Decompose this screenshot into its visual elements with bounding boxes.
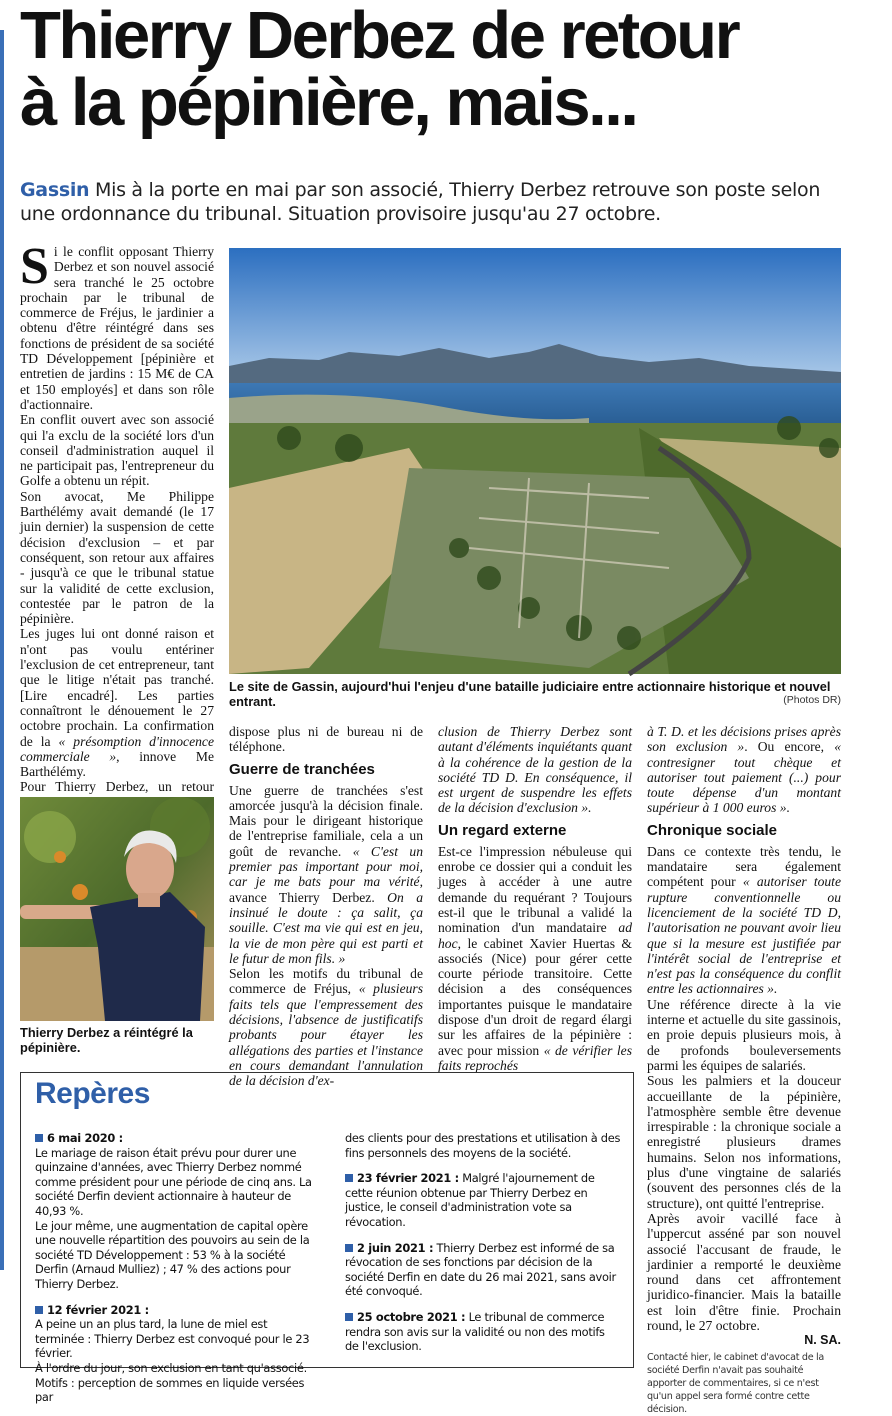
- paragraph: Une référence directe à la vie interne et actuelle du site gassinois, en proie depuis plusieurs mois, à de profonds bouleversements parmi les équipes de salariés.: [647, 996, 841, 1073]
- quote: « C'est un premier pas important pour moi, car je me bats pour ma vérité: [229, 843, 423, 890]
- entry-date: 25 octobre 2021 :: [357, 1309, 466, 1324]
- paragraph-text: , le cabinet Xavier Huertas & associés (Nice) pour gérer cette courte période transitoire. Cette décision a des conséquences importantes puisque le mandataire dispose d'un droit de regard élargi sur les affaires de la pépinière : avec pour mission: [438, 935, 632, 1058]
- paragraph-text: Dans ce contexte très tendu, le mandataire sera également compétent pour: [647, 843, 841, 890]
- entry-text: des clients pour des prestations et utilisation à des fins personnels des moyens de la société.: [345, 1131, 621, 1160]
- timeline-entry: [345, 1171, 621, 1229]
- article-column-3: [438, 724, 632, 1073]
- paragraph-text: , innove Me Barthélémy.: [20, 748, 214, 780]
- reperes-box: [20, 1072, 634, 1405]
- entry-text: À l'ordre du jour, son exclusion en tant qu'associé. Motifs : perception de sommes en liquide versées par: [35, 1360, 307, 1405]
- paragraph: Après avoir vacillé face à l'uppercut asséné par son nouvel associé l'accusant de fraude, le jardinier a remporté le deuxième round dans cet affrontement juridico-financier. Mais la bataille est loin d'être finie. Prochain round, le 27 octobre.: [647, 1210, 841, 1333]
- timeline-entry: [35, 1131, 315, 1146]
- main-photo: [229, 248, 841, 674]
- paragraph: [647, 844, 841, 997]
- author-signature: N. SA.: [804, 1333, 841, 1348]
- timeline-entry: [345, 1241, 621, 1299]
- subheading: Un regard externe: [438, 821, 567, 839]
- portrait-photo: [20, 797, 214, 1021]
- quote: « présomption d'innocence commerciale »: [20, 733, 214, 764]
- entry-text: Le mariage de raison était prévu pour durer une quinzaine d'années, avec Thierry Derbez nommé comme président pour une période de cinq ans. La société Derfin devient actionnaire à hauteur de 40,93 %.: [35, 1145, 312, 1218]
- paragraph: En conflit ouvert avec son associé qui l'a exclu de la société lors d'un conseil d'administration auquel il ne participait pas, l'entrepreneur du Golfe a obtenu un répit.: [20, 412, 214, 489]
- quote: « plusieurs faits tels que l'empressement des décisions, l'absence de justificatifs probants pour étayer les allégations des parties et l'instance en cours demandant l'annulation de la décision d'ex-: [229, 981, 423, 1089]
- main-photo-caption: Le site de Gassin, aujourd'hui l'enjeu d'une bataille judiciaire entre actionnaire historique et nouvel entrant.: [229, 679, 831, 709]
- entry-date: 6 mai 2020 :: [47, 1131, 123, 1145]
- article-column-1: [20, 238, 214, 825]
- entry-text: Thierry Derbez est informé de sa révocation de ses fonctions par décision de la société Derfin en date du 26 mai 2021, sans avoir été convoqué.: [345, 1240, 616, 1299]
- reperes-column-left: [35, 1131, 315, 1405]
- entry-text: Malgré l'ajournement de cette réunion obtenue par Thierry Derbez en justice, le conseil d'administration vote sa révocation.: [345, 1171, 595, 1229]
- closing-note: Contacté hier, le cabinet d'avocat de la société Derfin n'avait pas souhaité apporter de commentaires, si ce n'est qu'un appel sera formé contre cette décision.: [647, 1351, 824, 1415]
- quote: « autoriser toute rupture conventionnelle ou licenciement de la société TD D, l'autorisation ne pouvant avoir lieu que si la mesure est justifiée par l'intérêt social de l'entreprise et n'est pas la conséquence du conflit entre les actionnaires ».: [647, 874, 841, 997]
- location-label: Gassin: [20, 179, 90, 201]
- paragraph: Sous les palmiers et la douceur accueillante de la pépinière, l'atmosphère semble être devenue irrespirable : la chronique sociale a enregistré plusieurs drames humains. Selon nos informations, plus d'une vingtaine de salariés (souvent des personnes clés de la structure), ont quitté l'entreprise.: [647, 1073, 841, 1211]
- bullet-square-icon: [35, 1306, 43, 1314]
- paragraph: [229, 966, 423, 1088]
- quote: « contresigner tout chèque et autoriser tout paiement (...) pour toute dépense d'un montant supérieur à 1 000 euros ».: [647, 739, 841, 816]
- article-column-2: [229, 724, 423, 1089]
- deck-text: Mis à la porte en mai par son associé, Thierry Derbez retrouve son poste selon une ordonnance du tribunal. Situation provisoire jusqu'au 27 octobre.: [20, 179, 821, 225]
- paragraph: dispose plus ni de bureau ni de téléphone.: [229, 724, 423, 755]
- italic-term: ad hoc: [438, 920, 632, 951]
- entry-text: A peine un an plus tard, la lune de miel est terminée : Thierry Derbez est convoqué pour le 23 février.: [35, 1317, 310, 1361]
- paragraph-text: Est-ce l'impression nébuleuse qui enrobe ce dossier qui a conduit les juges à accéder à une autre demande du requérant ? Toujours est-il que le tribunal a validé la nomination d'un mandataire: [438, 843, 632, 936]
- quote: clusion de Thierry Derbez sont autant d'éléments inquiétants quant à la cohérence de la gestion de la société TD D. En conséquence, il est urgent de suspendre les effets de la décision d'exclusion ».: [438, 724, 632, 816]
- page-edge-accent: [0, 30, 4, 1270]
- headline-line-2: à la pépinière, mais...: [20, 65, 637, 140]
- paragraph: [20, 626, 214, 779]
- reperes-column-right: [345, 1131, 621, 1354]
- entry-date: 12 février 2021 :: [47, 1302, 149, 1317]
- entry-date: 2 juin 2021 :: [357, 1240, 434, 1255]
- bullet-square-icon: [345, 1244, 353, 1252]
- entry-text: Le tribunal de commerce rendra son avis sur la validité ou non des motifs de l'exclusion.: [345, 1309, 605, 1354]
- paragraph-text: Selon les motifs du tribunal de commerce de Fréjus,: [229, 966, 423, 997]
- quote: « de vérifier les faits reprochés: [438, 1042, 632, 1073]
- quote: On a insinué le doute : ça salit, ça souille. C'est ma vie qui est en jeu, la vie de mon père qui est parti et le futur de mon fils. »: [229, 889, 423, 966]
- entry-text: Le jour même, une augmentation de capital opère une nouvelle répartition des pouvoirs au sein de la société TD Développement : 53 % à la société Derfin (Arnaud Mulliez) ; 47 % des actions pour Thierry Derbez.: [35, 1218, 310, 1291]
- bullet-square-icon: [35, 1134, 43, 1142]
- bullet-square-icon: [345, 1313, 353, 1321]
- headline-line-1: Thierry Derbez de retour: [20, 0, 739, 73]
- quote: à T. D. et les décisions prises après son exclusion »: [647, 724, 841, 755]
- paragraph: i le conflit opposant Thierry Derbez et son nouvel associé sera tranché le 25 octobre prochain par le tribunal de commerce de Fréjus, le jardinier a obtenu d'être réintégré dans ses fonctions de président de sa société TD Développement [pépinière et entretien de jardins : 15 M€ de CA et 150 employés] et dans son rôle d'actionnaire.: [20, 244, 214, 412]
- drop-cap: S: [20, 238, 49, 295]
- aerial-landscape-image: [229, 248, 841, 674]
- portrait-caption: Thierry Derbez a réintégré la pépinière.: [20, 1025, 193, 1055]
- reperes-title: Repères: [35, 1077, 150, 1110]
- paragraph: [438, 724, 632, 816]
- photo-credit: (Photos DR): [783, 694, 841, 706]
- paragraph-text: Une guerre de tranchées s'est amorcée jusqu'à la décision finale. Mais pour le dirigeant historique de l'entreprise familiale, cela a un goût de revanche.: [229, 782, 423, 859]
- bullet-square-icon: [345, 1174, 353, 1182]
- paragraph-text: . Ou encore,: [744, 739, 835, 755]
- headline: [20, 0, 880, 140]
- timeline-entry: [345, 1310, 621, 1354]
- article-column-4: [647, 724, 841, 1416]
- timeline-entry: [35, 1303, 315, 1318]
- paragraph-text: , avance Thierry Derbez.: [229, 874, 423, 905]
- paragraph: [647, 724, 841, 816]
- article-deck: [20, 178, 860, 226]
- paragraph-text: Les juges lui ont donné raison et n'ont pas voulu entériner l'exclusion de cet entrepreneur, tant que le litige n'était pas tranché. [Lire encadré]. Les parties connaîtront le dénouement le 27 octobre prochain. La confirmation de la: [20, 626, 214, 749]
- paragraph: [229, 783, 423, 967]
- paragraph: [438, 844, 632, 1073]
- paragraph: Son avocat, Me Philippe Barthélémy avait demandé (le 17 juin dernier) la suspension de cette décision d'exclusion – et par conséquent, son retour aux affaires - jusqu'à ce que le tribunal statue sur la validité de cette exclusion, contestée par le patron de la pépinière.: [20, 488, 214, 627]
- entry-date: 23 février 2021 :: [357, 1171, 459, 1186]
- paragraph: Pour Thierry Derbez, un retour: [20, 779, 214, 795]
- subheading: Chronique sociale: [647, 821, 778, 839]
- portrait-image: [20, 797, 214, 1021]
- subheading: Guerre de tranchées: [229, 760, 375, 778]
